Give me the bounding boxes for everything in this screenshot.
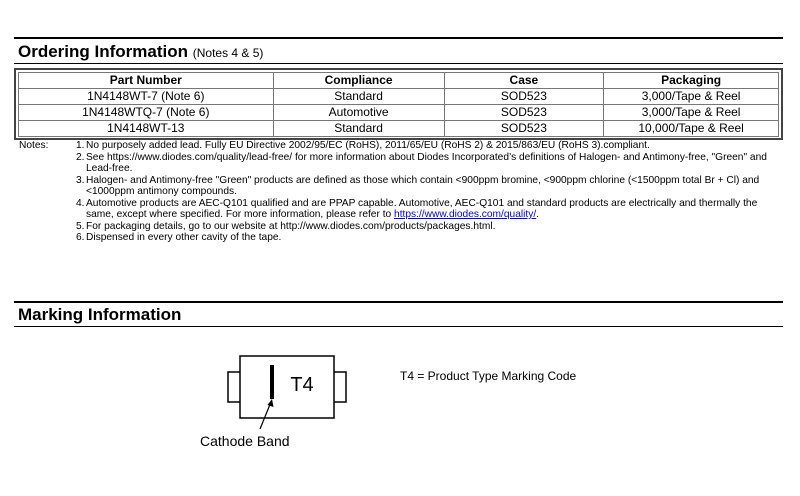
cell-case: SOD523 bbox=[444, 105, 604, 121]
marking-title: Marking Information bbox=[18, 305, 182, 324]
marking-code-legend: T4 = Product Type Marking Code bbox=[400, 369, 577, 383]
note-item bbox=[76, 140, 782, 152]
ordering-top-rule bbox=[14, 37, 783, 39]
note-number: 3. bbox=[76, 174, 85, 186]
package-marking-diagram bbox=[190, 345, 370, 435]
marking-top-rule bbox=[14, 301, 783, 303]
note-number: 1. bbox=[76, 140, 85, 151]
note-item bbox=[76, 221, 782, 233]
cell-part-number: 1N4148WTQ-7 (Note 6) bbox=[19, 105, 274, 121]
note-text: No purposely added lead. Fully EU Directive 2002/95/EC (RoHS), 2011/65/EU (RoHS 2) & 2015/863/EU (RoHS 3).compliant. bbox=[86, 140, 650, 151]
notes-label: Notes: bbox=[19, 140, 49, 151]
note-text-after: . bbox=[536, 209, 539, 220]
ordering-table-frame bbox=[14, 68, 783, 140]
note-text: Halogen- and Antimony-free "Green" products are defined as those which contain <900ppm bromine, <900ppm chlorine (<1500ppm total Br + Cl) and <1000ppm antimony compounds. bbox=[86, 174, 760, 197]
notes-list bbox=[76, 140, 782, 244]
note-item bbox=[76, 152, 782, 175]
table-row bbox=[19, 121, 779, 137]
ordering-table bbox=[18, 72, 779, 137]
package-marking-text: T4 bbox=[290, 374, 314, 396]
cell-part-number: 1N4148WT-7 (Note 6) bbox=[19, 89, 274, 105]
col-header-packaging: Packaging bbox=[604, 73, 779, 89]
ordering-subtitle: (Notes 4 & 5) bbox=[192, 46, 264, 60]
note-item bbox=[76, 198, 782, 221]
table-row bbox=[19, 105, 779, 121]
cell-compliance: Automotive bbox=[273, 105, 444, 121]
quality-link[interactable]: https://www.diodes.com/quality/ bbox=[394, 209, 537, 220]
ordering-title-text: Ordering Information bbox=[18, 42, 188, 61]
note-text: For packaging details, go to our website at http://www.diodes.com/products/packages.html. bbox=[86, 220, 496, 232]
cell-packaging: 3,000/Tape & Reel bbox=[604, 89, 779, 105]
note-number: 2. bbox=[76, 151, 85, 163]
cell-case: SOD523 bbox=[444, 121, 604, 137]
sod523-package-outline bbox=[228, 356, 346, 418]
note-number: 4. bbox=[76, 197, 85, 209]
cathode-band-label: Cathode Band bbox=[200, 433, 290, 449]
note-text: See https://www.diodes.com/quality/lead-free/ for more information about Diodes Incorporated’s definitions of Halogen- and Antimony-free, "Green" and Lead-free. bbox=[86, 151, 767, 174]
ordering-title bbox=[18, 42, 263, 63]
col-header-compliance: Compliance bbox=[273, 73, 444, 89]
note-item bbox=[76, 232, 782, 244]
cell-packaging: 10,000/Tape & Reel bbox=[604, 121, 779, 137]
cell-compliance: Standard bbox=[273, 121, 444, 137]
marking-bottom-rule bbox=[14, 326, 783, 327]
cell-case: SOD523 bbox=[444, 89, 604, 105]
ordering-bottom-rule bbox=[14, 63, 783, 64]
col-header-case: Case bbox=[444, 73, 604, 89]
note-number: 6. bbox=[76, 232, 85, 243]
arrow-head-icon bbox=[268, 399, 274, 407]
cathode-arrow bbox=[260, 402, 271, 429]
cell-part-number: 1N4148WT-13 bbox=[19, 121, 274, 137]
cell-compliance: Standard bbox=[273, 89, 444, 105]
note-text: Automotive products are AEC-Q101 qualified and are PPAP capable. Automotive, AEC-Q101 and standard products are electrically and thermally the same, except where specified. For more information, please refer to bbox=[86, 197, 758, 220]
note-text: Dispensed in every other cavity of the tape. bbox=[86, 232, 282, 243]
cell-packaging: 3,000/Tape & Reel bbox=[604, 105, 779, 121]
table-header-row bbox=[19, 73, 779, 89]
note-item bbox=[76, 175, 782, 198]
col-header-part-number: Part Number bbox=[19, 73, 274, 89]
note-number: 5. bbox=[76, 220, 85, 232]
table-row bbox=[19, 89, 779, 105]
